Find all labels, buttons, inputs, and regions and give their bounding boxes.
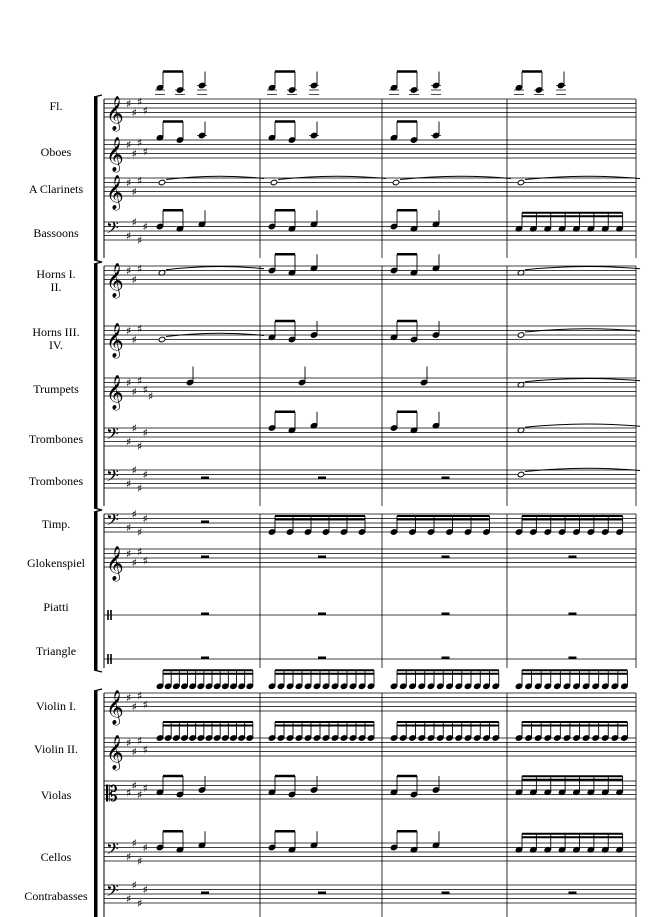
bass-clef-icon: 𝄢 [106, 838, 119, 863]
label-violas: Violas [40, 788, 72, 802]
label-horns-1-2: Horns I. II. [36, 267, 76, 294]
label-clarinets: A Clarinets [28, 182, 84, 196]
sharp-icon: ♯ [126, 850, 132, 864]
sharp-icon: ♯ [142, 698, 148, 712]
staff-clarinets [104, 174, 636, 211]
staff-violas [104, 780, 636, 807]
label-cellos: Cellos [40, 850, 72, 864]
treble-clef-icon: 𝄞 [106, 263, 124, 298]
note-head [392, 179, 399, 185]
whole-rest [569, 657, 577, 660]
sharp-icon: ♯ [142, 426, 148, 440]
sharp-icon: ♯ [137, 734, 143, 748]
tie [525, 266, 640, 269]
sharp-icon: ♯ [137, 855, 143, 868]
note-head [517, 179, 524, 185]
sharp-icon: ♯ [131, 508, 137, 521]
sharp-icon: ♯ [131, 147, 137, 161]
whole-rest [318, 556, 326, 559]
sharp-icon: ♯ [126, 547, 132, 561]
note-head [517, 471, 524, 477]
sharp-icon: ♯ [142, 383, 148, 397]
sharp-icon: ♯ [131, 185, 137, 199]
whole-rest [442, 892, 450, 895]
sharp-icon: ♯ [137, 262, 143, 276]
sharp-icon: ♯ [137, 234, 143, 247]
label-triangle: Triangle [35, 644, 77, 658]
whole-rest [318, 477, 326, 480]
sharp-icon: ♯ [126, 691, 132, 705]
label-trombones-1: Trombones [28, 432, 84, 446]
label-piatti: Piatti [43, 600, 69, 614]
sharp-icon: ♯ [131, 333, 137, 347]
sharp-icon: ♯ [131, 700, 137, 714]
sharp-icon: ♯ [126, 264, 132, 278]
group-bracket [94, 264, 98, 508]
sharp-icon: ♯ [126, 521, 132, 535]
tie [166, 266, 264, 269]
whole-rest [569, 556, 577, 559]
treble-clef-icon: 𝄞 [106, 137, 124, 172]
bass-clef-icon: 𝄢 [106, 217, 119, 242]
whole-rest [318, 613, 326, 616]
sharp-icon: ♯ [142, 145, 148, 159]
bass-clef-icon: 𝄢 [106, 509, 119, 534]
sharp-icon: ♯ [142, 883, 148, 897]
treble-clef-icon: 𝄞 [106, 690, 124, 725]
whole-rest [442, 613, 450, 616]
sharp-icon: ♯ [131, 464, 137, 477]
sharp-icon: ♯ [126, 97, 132, 111]
sharp-icon: ♯ [131, 385, 137, 399]
staves [104, 95, 636, 910]
sharp-icon: ♯ [126, 138, 132, 152]
sharp-icon: ♯ [131, 556, 137, 570]
staff-cellos [104, 837, 636, 868]
staff-oboes [104, 136, 636, 173]
label-timpani: Timp. [41, 517, 71, 531]
sharp-icon: ♯ [137, 440, 143, 453]
sharp-icon: ♯ [137, 897, 143, 910]
sharp-icon: ♯ [142, 743, 148, 757]
sharp-icon: ♯ [126, 736, 132, 750]
treble-clef-icon: 𝄞 [106, 546, 124, 581]
bracket-hook [94, 95, 102, 97]
sharp-icon: ♯ [137, 689, 143, 703]
bracket-hook [94, 262, 102, 264]
sharp-icon: ♯ [137, 136, 143, 150]
sharp-icon: ♯ [137, 545, 143, 559]
whole-rest [201, 613, 209, 616]
whole-rest [318, 657, 326, 660]
note-head [270, 179, 277, 185]
label-bassoons: Bassoons [33, 226, 79, 240]
whole-rest [201, 892, 209, 895]
staff-violin-1 [104, 689, 636, 726]
sharp-icon: ♯ [137, 482, 143, 495]
sharp-icon: ♯ [131, 837, 137, 850]
sharp-icon: ♯ [137, 322, 143, 336]
whole-rest [201, 477, 209, 480]
bracket-hook [94, 510, 102, 512]
sharp-icon: ♯ [142, 512, 148, 526]
sharp-icon: ♯ [131, 779, 137, 793]
notes [155, 72, 640, 895]
group-bracket [94, 512, 98, 670]
staff-horns-3-4 [104, 322, 636, 359]
staff-trombones-1 [104, 422, 636, 453]
sharp-icon: ♯ [137, 95, 143, 109]
sharp-icon: ♯ [131, 273, 137, 287]
sharp-icon: ♯ [126, 892, 132, 906]
sharp-icon: ♯ [142, 554, 148, 568]
label-horns-3-4: Horns III. IV. [32, 325, 80, 352]
note-head [517, 332, 524, 338]
sharp-icon: ♯ [142, 468, 148, 482]
label-violin-1: Violin I. [36, 699, 76, 713]
label-glockenspiel: Glokenspiel [27, 556, 85, 570]
staff-triangle [104, 654, 636, 664]
note-head [158, 336, 165, 342]
treble-clef-icon: 𝄞 [106, 735, 124, 770]
sharp-icon: ♯ [137, 374, 143, 388]
sharp-icon: ♯ [131, 422, 137, 435]
sharp-icon: ♯ [126, 176, 132, 190]
brackets [94, 95, 102, 917]
sharp-icon: ♯ [126, 435, 132, 449]
sharp-icon: ♯ [131, 106, 137, 120]
sharp-icon: ♯ [148, 390, 154, 403]
sharp-icon: ♯ [142, 781, 148, 795]
treble-clef-icon: 𝄞 [106, 175, 124, 210]
sharp-icon: ♯ [131, 216, 137, 229]
sharp-icon: ♯ [126, 376, 132, 390]
label-trombones-2: Trombones [28, 474, 84, 488]
sharp-icon: ♯ [137, 526, 143, 539]
label-violin-2: Violin II. [34, 742, 78, 756]
treble-clef-icon: 𝄞 [106, 96, 124, 131]
staff-bassoons [104, 216, 636, 247]
whole-rest [201, 521, 209, 524]
whole-rest [569, 613, 577, 616]
sharp-icon: ♯ [126, 477, 132, 491]
staff-contrabasses [104, 879, 636, 910]
staff-piatti [104, 610, 636, 620]
whole-rest [318, 892, 326, 895]
treble-clef-icon: 𝄞 [106, 323, 124, 358]
staff-flutes [104, 95, 636, 132]
sharp-icon: ♯ [126, 229, 132, 243]
whole-rest [569, 892, 577, 895]
group-bracket [94, 691, 98, 917]
alto-clef-icon: 𝄡 [106, 782, 118, 806]
sharp-icon: ♯ [142, 104, 148, 118]
label-oboes: Oboes [40, 145, 72, 159]
tie [525, 424, 640, 427]
bracket-hook [94, 670, 102, 672]
label-contrabasses: Contrabasses [24, 889, 88, 903]
sharp-icon: ♯ [126, 786, 132, 800]
staff-glockenspiel [104, 545, 636, 582]
bass-clef-icon: 𝄢 [106, 465, 119, 490]
sharp-icon: ♯ [137, 788, 143, 802]
staff-timpani [104, 508, 636, 539]
sharp-icon: ♯ [142, 841, 148, 855]
sharp-icon: ♯ [131, 879, 137, 892]
whole-rest [201, 556, 209, 559]
tie [525, 378, 640, 381]
whole-rest [201, 657, 209, 660]
group-bracket [94, 97, 98, 260]
label-flutes: Fl. [49, 99, 63, 113]
treble-clef-icon: 𝄞 [106, 375, 124, 410]
sharp-icon: ♯ [137, 174, 143, 188]
note-head [158, 179, 165, 185]
sharp-icon: ♯ [126, 324, 132, 338]
whole-rest [442, 477, 450, 480]
label-trumpets: Trumpets [33, 382, 79, 396]
sharp-icon: ♯ [131, 745, 137, 759]
bass-clef-icon: 𝄢 [106, 880, 119, 905]
whole-rest [442, 657, 450, 660]
whole-rest [442, 556, 450, 559]
sharp-icon: ♯ [142, 220, 148, 234]
bracket-hook [94, 689, 102, 691]
bass-clef-icon: 𝄢 [106, 423, 119, 448]
